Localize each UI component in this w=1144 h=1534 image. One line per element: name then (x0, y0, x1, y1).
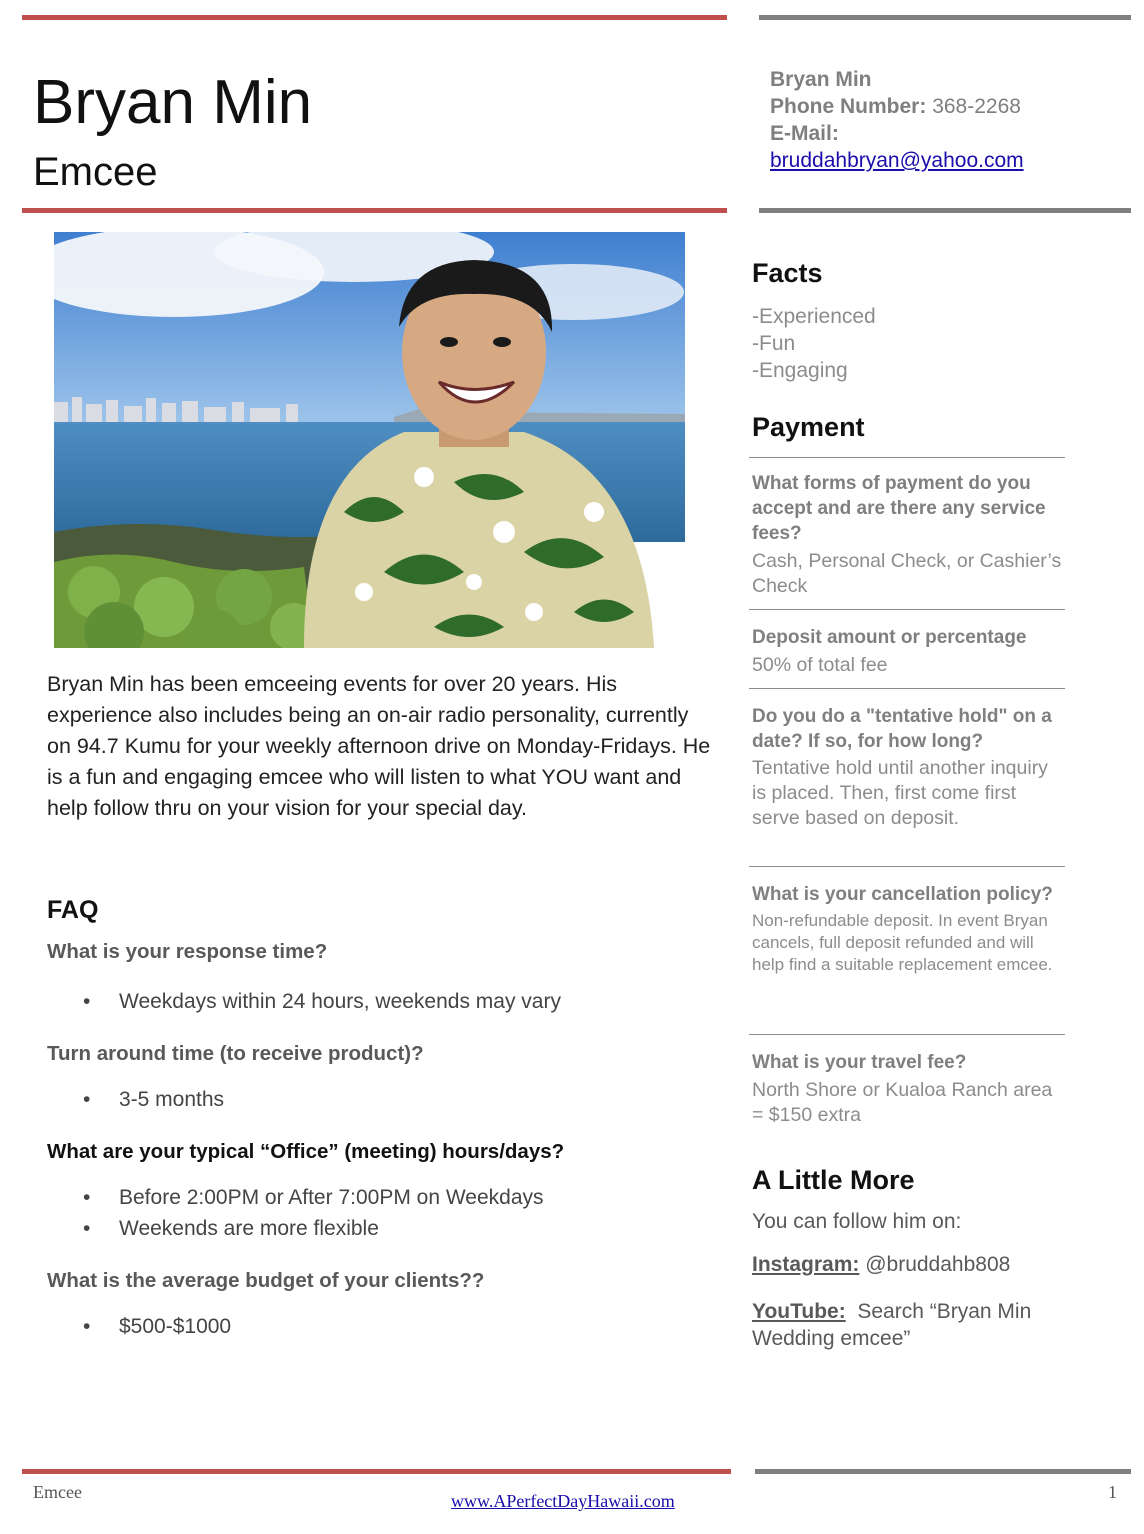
payment-divider (749, 866, 1065, 867)
faq-question: What is the average budget of your clients?? (47, 1269, 485, 1292)
bullet-icon: • (83, 990, 91, 1013)
bullet-icon: • (83, 1186, 91, 1209)
youtube-line (752, 1298, 1072, 1352)
payment-answer: North Shore or Kualoa Ranch area = $150 extra (752, 1079, 1053, 1126)
payment-answer: 50% of total fee (752, 654, 888, 676)
profile-photo (54, 232, 685, 648)
payment-divider (749, 609, 1065, 610)
payment-answer: Cash, Personal Check, or Cashier’s Check (752, 550, 1062, 597)
facts-heading: Facts (752, 258, 823, 288)
more-intro: You can follow him on: (752, 1210, 962, 1233)
footer-rule-right (755, 1469, 1131, 1474)
header-bottom-rule (22, 208, 727, 213)
payment-question: Do you do a "tentative hold" on a date? If so, for how long? (752, 706, 1052, 752)
footer-website-link[interactable]: www.APerfectDayHawaii.com (451, 1491, 675, 1511)
more-heading: A Little More (752, 1165, 915, 1195)
fact-item: -Engaging (752, 359, 848, 382)
payment-item (752, 882, 1062, 976)
youtube-search: Search “Bryan Min Wedding emcee” (752, 1300, 1032, 1350)
payment-question: Deposit amount or percentage (752, 627, 1027, 648)
bio-paragraph: Bryan Min has been emceeing events for over 20 years. His experience also includes being an on-air radio personality, currently on 94.7 Kumu for your weekly afternoon drive on Monday-Fridays. He is a fun and engaging emcee who will listen to what YOU want and help follow thru on your vision for your special day. (47, 672, 711, 820)
payment-item (752, 1050, 1062, 1128)
payment-divider (749, 457, 1065, 458)
contact-name: Bryan Min (770, 68, 872, 91)
page-number: 1 (1108, 1482, 1117, 1502)
payment-divider (749, 688, 1065, 689)
instagram-handle: @bruddahb808 (865, 1253, 1011, 1276)
page-title: Bryan Min (33, 68, 313, 137)
bullet-icon: • (83, 1217, 91, 1240)
email-link[interactable]: bruddahbryan@yahoo.com (770, 149, 1024, 172)
page-subtitle: Emcee (33, 150, 158, 194)
fact-item: -Fun (752, 332, 796, 355)
sidebar-top-rule (759, 15, 1131, 20)
instagram-label: Instagram: (752, 1253, 860, 1276)
footer-label: Emcee (33, 1482, 82, 1502)
phone-number: 368-2268 (932, 95, 1021, 118)
payment-heading: Payment (752, 412, 865, 442)
youtube-label: YouTube: (752, 1300, 846, 1323)
faq-heading: FAQ (47, 896, 99, 924)
bullet-icon: • (83, 1315, 91, 1338)
fact-item: -Experienced (752, 305, 876, 328)
header-top-rule (22, 15, 727, 20)
faq-question: Turn around time (to receive product)? (47, 1042, 424, 1065)
faq-question: What are your typical “Office” (meeting) hours/days? (47, 1140, 565, 1163)
payment-answer: Non-refundable deposit. In event Bryan cancels, full deposit refunded and will help find a suitable replacement emcee. (752, 911, 1053, 974)
phone-label: Phone Number: (770, 95, 927, 118)
payment-answer: Tentative hold until another inquiry is placed. Then, first come first serve based on deposit. (752, 757, 1048, 829)
payment-question: What is your travel fee? (752, 1052, 967, 1073)
bullet-icon: • (83, 1088, 91, 1111)
payment-item (752, 704, 1062, 831)
payment-question: What forms of payment do you accept and are there any service fees? (752, 473, 1046, 544)
payment-item (752, 625, 1062, 678)
email-label: E-Mail: (770, 122, 839, 145)
payment-question: What is your cancellation policy? (752, 884, 1053, 905)
contact-block (770, 66, 1024, 174)
sidebar-header-rule (759, 208, 1131, 213)
footer-rule-left (22, 1469, 731, 1474)
instagram-line (752, 1251, 1072, 1278)
payment-item (752, 471, 1062, 599)
faq-question: What is your response time? (47, 940, 328, 963)
payment-divider (749, 1034, 1065, 1035)
